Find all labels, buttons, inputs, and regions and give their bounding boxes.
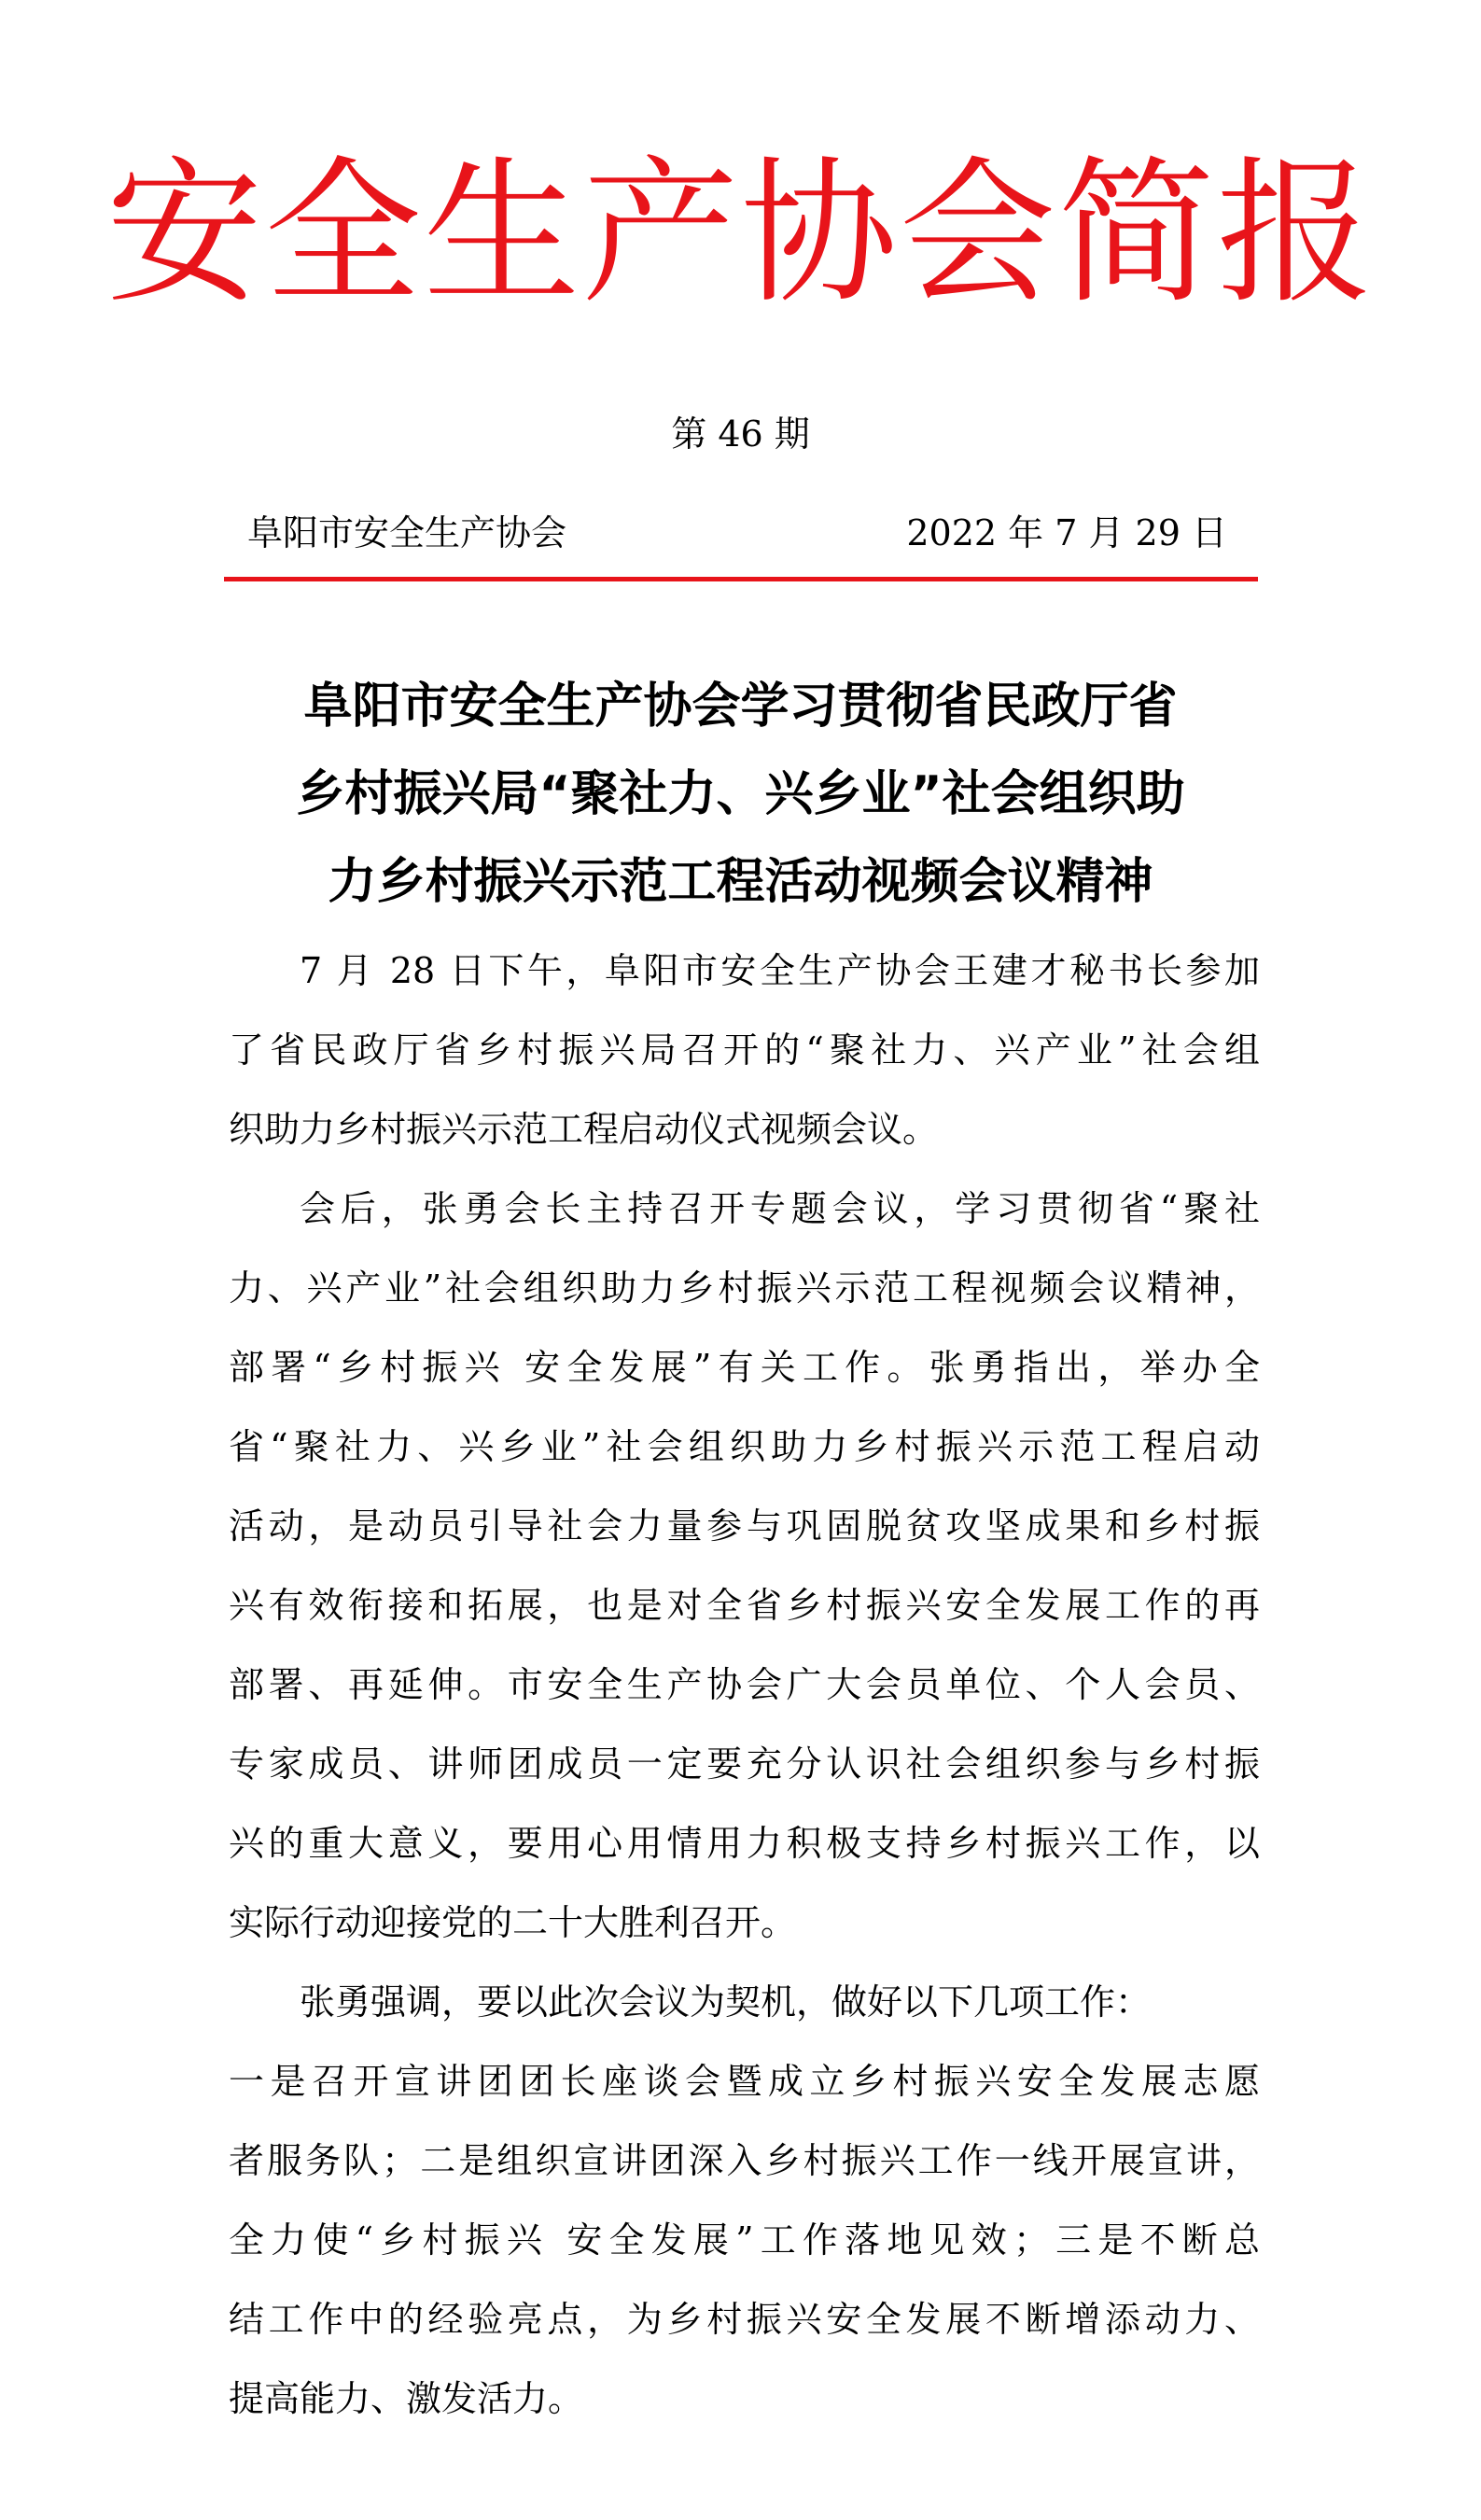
paragraph bbox=[229, 931, 1260, 1169]
issue-number: 第 46 期 bbox=[671, 413, 810, 455]
header-divider bbox=[224, 577, 1258, 581]
paragraph bbox=[229, 1169, 1260, 1963]
text-line: 部署“乡村振兴 安全发展”有关工作。张勇指出，举办全 bbox=[229, 1347, 1260, 1388]
publication-date: 2022 年 7 月 29 日 bbox=[906, 512, 1227, 553]
text-line: 实际行动迎接党的二十大胜利召开。 bbox=[229, 1902, 797, 1943]
title-line: 阜阳市安全生产协会学习贯彻省民政厅省 bbox=[303, 679, 1178, 735]
publisher-name: 阜阳市安全生产协会 bbox=[247, 512, 567, 553]
title-line: 乡村振兴局“聚社力、兴乡业”社会组织助 bbox=[296, 766, 1185, 822]
text-line: 织助力乡村振兴示范工程启动仪式视频会议。 bbox=[229, 1109, 939, 1150]
article-title bbox=[187, 663, 1294, 926]
text-line: 力、兴产业”社会组织助力乡村振兴示范工程视频会议精神， bbox=[229, 1267, 1260, 1309]
masthead-title: 安全生产协会简报 bbox=[105, 142, 1376, 325]
title-line: 力乡村振兴示范工程活动视频会议精神 bbox=[328, 854, 1153, 910]
text-line: 兴的重大意义，要用心用情用力积极支持乡村振兴工作，以 bbox=[229, 1823, 1260, 1864]
paragraph bbox=[229, 1963, 1260, 2439]
text-line: 提高能力、激发活力。 bbox=[229, 2378, 584, 2419]
text-line: 一是召开宣讲团团长座谈会暨成立乡村振兴安全发展志愿 bbox=[229, 2061, 1260, 2102]
text-line: 兴有效衔接和拓展，也是对全省乡村振兴安全发展工作的再 bbox=[229, 1585, 1260, 1626]
text-line: 7 月 28 日下午，阜阳市安全生产协会王建才秘书长参加 bbox=[300, 950, 1260, 991]
text-line: 部署、再延伸。市安全生产协会广大会员单位、个人会员、 bbox=[229, 1664, 1260, 1705]
text-line: 活动，是动员引导社会力量参与巩固脱贫攻坚成果和乡村振 bbox=[229, 1505, 1260, 1547]
text-line: 了省民政厅省乡村振兴局召开的“聚社力、兴产业”社会组 bbox=[229, 1029, 1260, 1071]
text-line: 者服务队；二是组织宣讲团深入乡村振兴工作一线开展宣讲， bbox=[229, 2140, 1260, 2181]
text-line: 结工作中的经验亮点，为乡村振兴安全发展不断增添动力、 bbox=[229, 2299, 1260, 2340]
publication-meta bbox=[224, 509, 1250, 557]
text-line: 全力使“乡村振兴 安全发展”工作落地见效；三是不断总 bbox=[229, 2219, 1260, 2261]
article-body bbox=[229, 931, 1260, 2439]
text-line: 专家成员、讲师团成员一定要充分认识社会组织参与乡村振 bbox=[229, 1743, 1260, 1785]
text-line: 会后，张勇会长主持召开专题会议，学习贯彻省“聚社 bbox=[300, 1188, 1260, 1229]
text-line: 张勇强调，要以此次会议为契机，做好以下几项工作： bbox=[300, 1981, 1152, 2023]
text-line: 省“聚社力、兴乡业”社会组织助力乡村振兴示范工程启动 bbox=[229, 1426, 1260, 1467]
